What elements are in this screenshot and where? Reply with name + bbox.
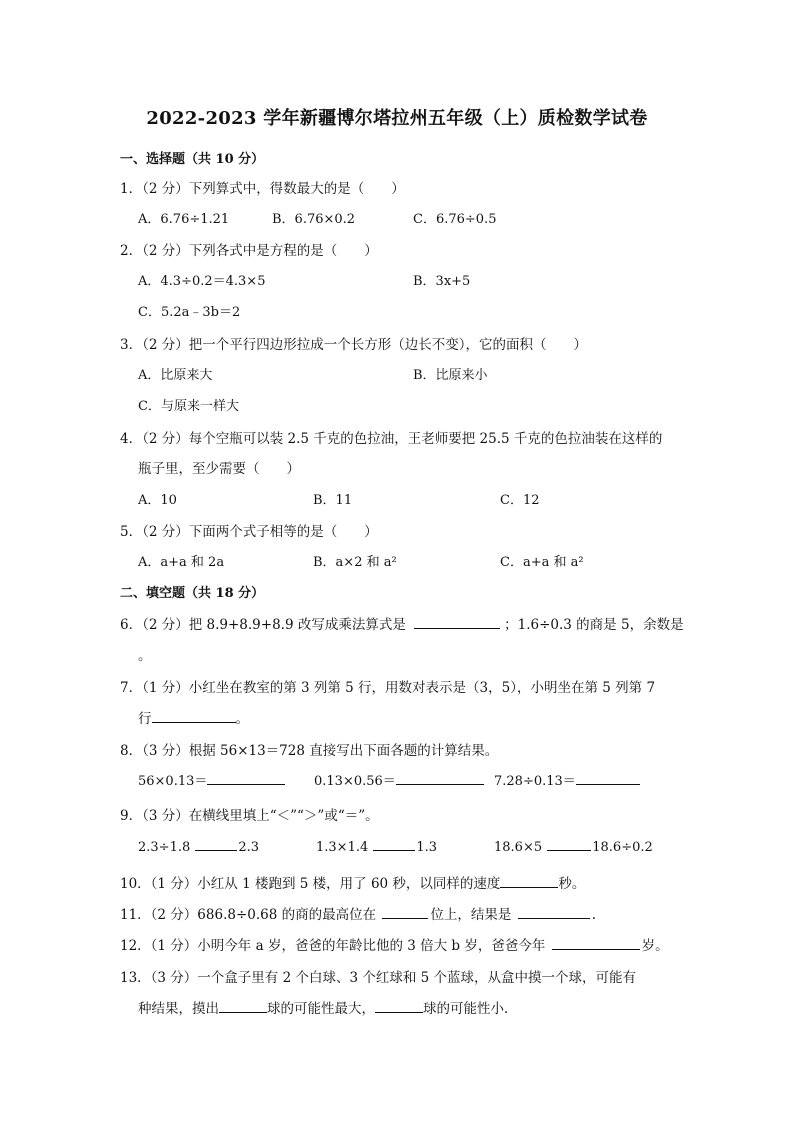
q8-item-1: [138, 770, 285, 789]
section-heading-fill: 二、填空题（共 18 分）: [120, 586, 265, 601]
q6-answer-blank-1[interactable]: [414, 616, 500, 629]
q11-answer-blank-2[interactable]: [518, 906, 590, 919]
q10-text-1: 10．（1 分）小红从 1 楼跑到 5 楼，用了 60 秒，以同样的速度: [120, 876, 501, 892]
q8-item-3: [494, 770, 640, 789]
question-5: 5．（2 分）下面两个式子相等的是（ ）: [120, 524, 378, 540]
question-7-continued: [138, 707, 249, 727]
question-3: 3．（2 分）把一个平行四边形拉成一个长方形（边长不变），它的面积（ ）: [120, 337, 587, 353]
q2-option-c: C．5.2a﹣3b＝2: [138, 305, 241, 320]
q9-item-2-right: 1.3: [416, 840, 438, 855]
q13-answer-blank-1[interactable]: [219, 1000, 267, 1013]
q8-answer-blank-2[interactable]: [396, 772, 484, 785]
q8-item-2-text: 0.13×0.56＝: [314, 774, 396, 789]
q6-text-2: ；1.6÷0.3 的商是 5，余数是: [504, 617, 684, 633]
q2-option-a: A．4.3÷0.2＝4.3×5: [138, 274, 266, 289]
q8-item-1-text: 56×0.13＝: [138, 774, 208, 789]
q9-item-3-left: 18.6×5: [494, 840, 543, 855]
q12-text-1: 12．（1 分）小明今年 a 岁，爸爸的年龄比他的 3 倍大 b 岁，爸爸今年: [120, 938, 546, 954]
q10-text-2: 秒。: [558, 876, 586, 892]
q1-option-c: C．6.76÷0.5: [413, 212, 497, 227]
question-8: 8．（3 分）根据 56×13＝728 直接写出下面各题的计算结果。: [120, 743, 499, 759]
q13-text-4: 球的可能性小．: [423, 1001, 518, 1017]
question-2: 2．（2 分）下列各式中是方程的是（ ）: [120, 243, 378, 259]
q11-answer-blank-1[interactable]: [382, 906, 428, 919]
question-12: [120, 934, 669, 954]
q8-item-2: [314, 770, 484, 789]
q8-answer-blank-3[interactable]: [576, 772, 640, 785]
q1-option-a: A．6.76÷1.21: [138, 212, 230, 227]
q7-answer-blank[interactable]: [152, 710, 236, 723]
q3-option-b: B．比原来小: [413, 368, 488, 383]
q9-item-3-right: 18.6÷0.2: [592, 840, 653, 855]
q9-item-2: [316, 838, 437, 855]
q8-item-3-text: 7.28÷0.13＝: [494, 774, 576, 789]
q4-option-a: A．10: [138, 493, 177, 508]
question-4: 4．（2 分）每个空瓶可以装 2.5 千克的色拉油，王老师要把 25.5 千克的色拉油装在这样的: [120, 431, 663, 447]
q7-text-2: 行: [138, 711, 152, 727]
q9-item-1: [138, 838, 259, 855]
q9-answer-blank-1[interactable]: [195, 838, 237, 851]
question-7: 7．（1 分）小红坐在教室的第 3 列第 5 行，用数对表示是（3，5），小明坐在第 5 列第 7: [120, 680, 656, 696]
question-10: [120, 872, 585, 892]
q11-text-2: 位上，结果是: [430, 907, 512, 923]
q9-answer-blank-3[interactable]: [547, 838, 591, 851]
question-9: 9．（3 分）在横线里填上“＜”“＞”或“＝”。: [120, 808, 379, 824]
q2-option-b: B．3x+5: [413, 274, 471, 289]
q9-answer-blank-2[interactable]: [373, 838, 415, 851]
q8-answer-blank-1[interactable]: [207, 772, 285, 785]
q9-item-1-left: 2.3÷1.8: [138, 840, 191, 855]
q11-text-3: .: [591, 907, 597, 923]
q5-option-b: B．a×2 和 a²: [313, 555, 397, 570]
q12-answer-blank[interactable]: [552, 937, 640, 950]
q5-option-c: C．a+a 和 a²: [500, 555, 584, 570]
q10-answer-blank[interactable]: [500, 875, 558, 888]
question-4-continued: 瓶子里，至少需要（ ）: [138, 461, 300, 477]
q4-option-b: B．11: [313, 493, 353, 508]
q11-text-1: 11．（2 分）686.8÷0.68 的商的最高位在: [120, 907, 377, 923]
q3-option-c: C．与原来一样大: [138, 399, 239, 414]
q9-item-2-left: 1.3×1.4: [316, 840, 369, 855]
q7-text-3: 。: [235, 711, 249, 727]
q6-text-end: 。: [138, 648, 152, 664]
q1-option-b: B．6.76×0.2: [272, 212, 356, 227]
q12-text-2: 岁。: [641, 938, 669, 954]
q13-text-3: 球的可能性最大，: [267, 1001, 375, 1017]
q9-item-3: [494, 838, 653, 855]
question-1: 1．（2 分）下列算式中，得数最大的是（ ）: [120, 181, 405, 197]
q6-text-1: 6．（2 分）把 8.9+8.9+8.9 改写成乘法算式是: [120, 617, 406, 633]
q9-item-1-right: 2.3: [238, 840, 260, 855]
page-title: 2022-2023 学年新疆博尔塔拉州五年级（上）质检数学试卷: [146, 108, 648, 129]
q13-text-2: 种结果，摸出: [138, 1001, 219, 1017]
question-6: [120, 613, 684, 633]
q3-option-a: A．比原来大: [138, 368, 213, 383]
question-13: 13．（3 分）一个盒子里有 2 个白球、3 个红球和 5 个蓝球，从盒中摸一个球，可能有: [120, 970, 637, 986]
question-13-continued: [138, 997, 518, 1017]
section-heading-choice: 一、选择题（共 10 分）: [120, 152, 265, 167]
q13-answer-blank-2[interactable]: [375, 1000, 423, 1013]
q4-option-c: C．12: [500, 493, 540, 508]
question-11: [120, 903, 596, 923]
q5-option-a: A．a+a 和 2a: [138, 555, 225, 570]
